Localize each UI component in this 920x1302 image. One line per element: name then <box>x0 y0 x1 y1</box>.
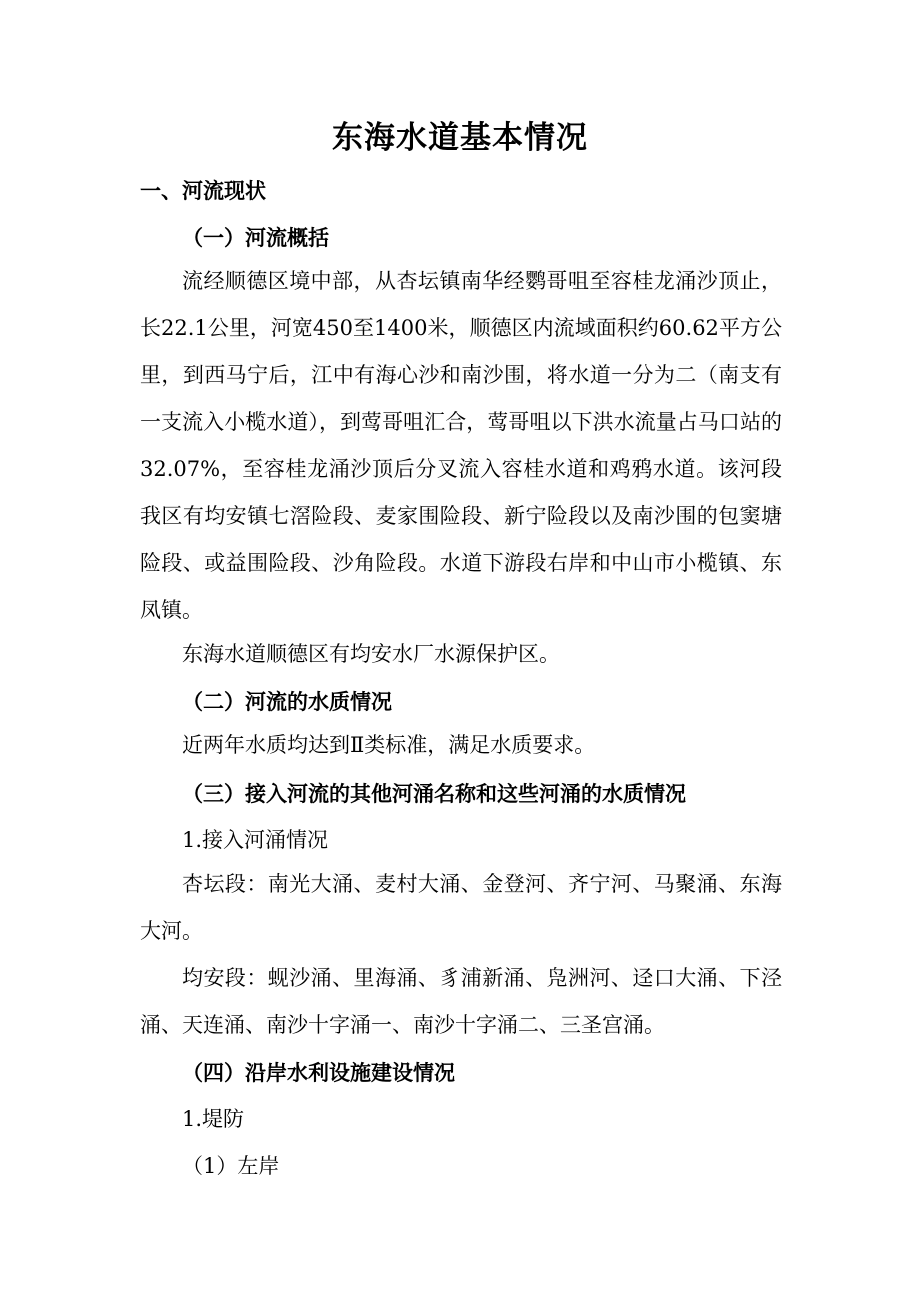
document-title: 东海水道基本情况 <box>332 120 588 156</box>
subsection-heading-water-quality: （二）河流的水质情况 <box>182 689 392 714</box>
overview-paragraph: 流经顺德区境中部，从杏坛镇南华经鹦哥咀至容桂龙涌沙顶止，长22.1公里，河宽450至1400米，顺德区内流域面积约60.62平方公里，到西马宁后，江中有海心沙和南沙围，将水道一分为二（南支有一支流入小榄水道），到莺哥咀汇合，莺哥咀以下洪水流量占马口站的32.07%，至容桂龙涌沙顶后分叉流入容桂水道和鸡鸦水道。该河段我区有均安镇七滘险段、麦家围险段、新宁险段以及南沙围的包窦塘险段、或益围险段、沙角险段。水道下游段右岸和中山市小榄镇、东凤镇。 <box>140 269 782 622</box>
xingtan-paragraph: 杏坛段：南光大涌、麦村大涌、金登河、齐宁河、马聚涌、东海大河。 <box>140 872 782 943</box>
subsection-heading-tributaries: （三）接入河流的其他河涌名称和这些河涌的水质情况 <box>182 781 686 806</box>
subsection-heading-overview: （一）河流概括 <box>182 225 329 250</box>
tributaries-item-1: 1.接入河涌情况 <box>182 828 329 852</box>
facilities-item-left-bank: （1）左岸 <box>182 1154 280 1178</box>
facilities-item-levee: 1.堤防 <box>182 1107 245 1131</box>
junan-paragraph: 均安段：蚬沙涌、里海涌、豸浦新涌、凫洲河、迳口大涌、下泾涌、天连涌、南沙十字涌一、南沙十字涌二、三圣宫涌。 <box>140 966 782 1037</box>
subsection-heading-facilities: （四）沿岸水利设施建设情况 <box>182 1060 455 1085</box>
water-source-paragraph: 东海水道顺德区有均安水厂水源保护区。 <box>182 642 560 666</box>
water-quality-paragraph: 近两年水质均达到Ⅱ类标准，满足水质要求。 <box>182 733 596 757</box>
section-heading-river-status: 一、河流现状 <box>140 178 266 203</box>
